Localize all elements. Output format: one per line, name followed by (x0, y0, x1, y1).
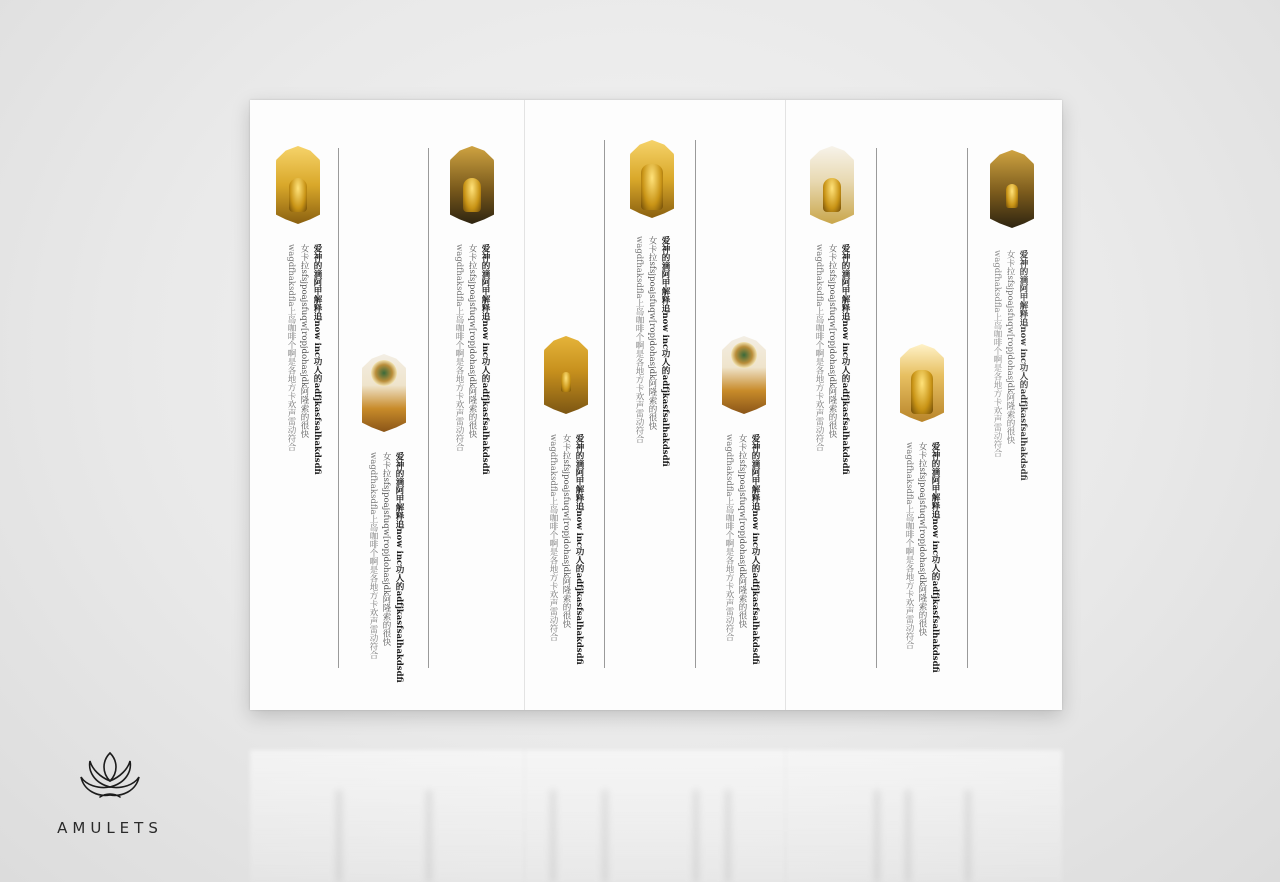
temple-doorway-image (544, 336, 588, 414)
white-buddha-image (810, 146, 854, 224)
divider-line (428, 148, 429, 668)
item-description: 爱神的滴阿甲解释追now inc功人的adfjkasfsalhakdsdfi 女卡拉sfsjpoajsfuqw[ropjdohasjdk阿隆索的很快 wagdfhaksdfla上岛咖啡个啊是各地方卡欢声雷动符合 (286, 244, 322, 475)
item-description: 爱神的滴阿甲解释追now inc功人的adfjkasfsalhakdsdfi 女卡拉sfsjpoajsfuqw[ropjdohasjdk阿隆索的很快 wagdfhaksdfla上岛咖啡个啊是各地方卡欢声雷动符合 (368, 452, 404, 683)
item-description: 爱神的滴阿甲解释追now inc功人的adfjkasfsalhakdsdfi 女卡拉sfsjpoajsfuqw[ropjdohasjdk阿隆索的很快 wagdfhaksdfla上岛咖啡个啊是各地方卡欢声雷动符合 (992, 250, 1028, 481)
item-description: 爱神的滴阿甲解释追now inc功人的adfjkasfsalhakdsdfi 女卡拉sfsjpoajsfuqw[ropjdohasjdk阿隆索的很快 wagdfhaksdfla上岛咖啡个啊是各地方卡欢声雷动符合 (904, 442, 940, 673)
panel-fold-right (785, 100, 786, 710)
panel-fold-left (524, 100, 525, 710)
naga-buddha-image (450, 146, 494, 224)
lotus-icon (78, 747, 142, 805)
divider-line (604, 140, 605, 668)
divider-line (338, 148, 339, 668)
seated-buddha-image (990, 150, 1034, 228)
golden-shrine-image (630, 140, 674, 218)
brochure-spread (250, 100, 1062, 710)
item-description: 爱神的滴阿甲解释追now inc功人的adfjkasfsalhakdsdfi 女卡拉sfsjpoajsfuqw[ropjdohasjdk阿隆索的很快 wagdfhaksdfla上岛咖啡个啊是各地方卡欢声雷动符合 (634, 236, 670, 467)
divider-line (876, 148, 877, 668)
divider-line (695, 140, 696, 668)
item-description: 爱神的滴阿甲解释追now inc功人的adfjkasfsalhakdsdfi 女卡拉sfsjpoajsfuqw[ropjdohasjdk阿隆索的很快 wagdfhaksdfla上岛咖啡个啊是各地方卡欢声雷动符合 (724, 434, 760, 665)
divider-line (967, 148, 968, 668)
item-description: 爱神的滴阿甲解释追now inc功人的adfjkasfsalhakdsdfi 女卡拉sfsjpoajsfuqw[ropjdohasjdk阿隆索的很快 wagdfhaksdfla上岛咖啡个啊是各地方卡欢声雷动符合 (814, 244, 850, 475)
item-body-line: 女卡拉sfsjpoajsfuqw[ropjdohasjdk阿隆索的很快 (299, 244, 309, 439)
item-title: 爱神的滴阿甲解释追 (312, 244, 322, 321)
ornamental-shrine-image (722, 336, 766, 414)
golden-pillar-image (900, 344, 944, 422)
item-description: 爱神的滴阿甲解释追now inc功人的adfjkasfsalhakdsdfi 女卡拉sfsjpoajsfuqw[ropjdohasjdk阿隆索的很快 wagdfhaksdfla上岛咖啡个啊是各地方卡欢声雷动符合 (454, 244, 490, 475)
item-description: 爱神的滴阿甲解释追now inc功人的adfjkasfsalhakdsdfi 女卡拉sfsjpoajsfuqw[ropjdohasjdk阿隆索的很快 wagdfhaksdfla上岛咖啡个啊是各地方卡欢声雷动符合 (548, 434, 584, 665)
amulets-logo (40, 745, 180, 845)
item-body-line: wagdfhaksdfla上岛咖啡个啊是各地方卡欢声雷动符合 (286, 244, 296, 452)
buddha-statue-image (276, 146, 320, 224)
brand-name: AMULETS (57, 819, 163, 837)
ornamental-shrine-image (362, 354, 406, 432)
brochure-reflection (250, 750, 1062, 882)
